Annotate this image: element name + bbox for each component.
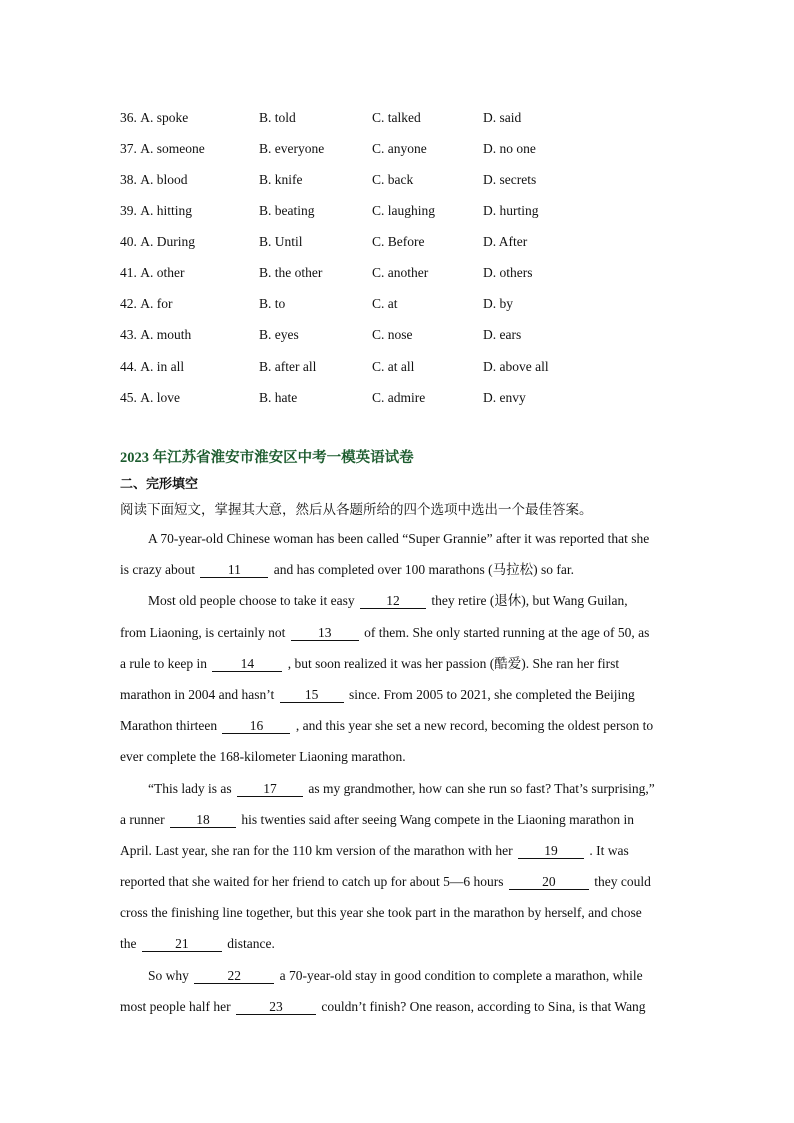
answer-blank[interactable]: 21 <box>142 937 222 952</box>
option-d: D. by <box>483 296 513 312</box>
option-c: C. admire <box>372 389 426 405</box>
passage-line: most people half her 23 couldn’t finish? One reason, according to Sina, is that Wang <box>120 998 646 1014</box>
answer-blank[interactable]: 16 <box>222 719 290 734</box>
option-c: C. back <box>372 171 414 187</box>
option-a: 38. A. blood <box>120 171 188 187</box>
option-b: B. knife <box>259 171 303 187</box>
option-c: C. another <box>372 265 429 281</box>
option-c: C. at <box>372 296 398 312</box>
option-d: D. no one <box>483 140 536 156</box>
option-d: D. others <box>483 265 533 281</box>
answer-blank[interactable]: 14 <box>212 657 282 672</box>
option-a: 43. A. mouth <box>120 327 192 343</box>
instruction-text: 阅读下面短文，掌握其大意，然后从各题所给的四个选项中选出一个最佳答案。 <box>120 502 593 517</box>
passage-line: from Liaoning, is certainly not 13 of them. She only started running at the age of 50, as <box>120 624 650 640</box>
option-a: 41. A. other <box>120 265 185 281</box>
answer-blank[interactable]: 15 <box>280 688 344 703</box>
option-b: B. beating <box>259 203 315 219</box>
option-row-44 <box>120 351 680 382</box>
passage-line: the 21 distance. <box>120 936 275 952</box>
option-b: B. everyone <box>259 140 325 156</box>
option-d: D. hurting <box>483 203 539 219</box>
answer-blank[interactable]: 20 <box>509 875 589 890</box>
passage-line: So why 22 a 70-year-old stay in good condition to complete a marathon, while <box>148 967 643 983</box>
option-row-43 <box>120 320 680 351</box>
option-d: D. envy <box>483 389 526 405</box>
answer-blank[interactable]: 19 <box>518 844 584 859</box>
option-b: B. after all <box>259 358 317 374</box>
passage-line: a runner 18 his twenties said after seeing Wang compete in the Liaoning marathon in <box>120 811 635 827</box>
section-title: 二、完形填空 <box>120 476 199 491</box>
option-a: 39. A. hitting <box>120 203 193 219</box>
option-a: 44. A. in all <box>120 358 185 374</box>
option-c: C. at all <box>372 358 415 374</box>
option-row-38 <box>120 164 680 195</box>
passage-line: ever complete the 168-kilometer Liaoning marathon. <box>120 749 406 765</box>
answer-blank[interactable]: 22 <box>194 969 274 984</box>
answer-blank[interactable]: 23 <box>236 1000 316 1015</box>
option-d: D. After <box>483 234 528 250</box>
option-row-40 <box>120 226 680 257</box>
passage-line: A 70-year-old Chinese woman has been called “Super Grannie” after it was reported that she <box>148 531 650 546</box>
option-b: B. to <box>259 296 286 312</box>
option-d: D. ears <box>483 327 522 343</box>
answer-blank[interactable]: 11 <box>200 563 268 578</box>
cloze-passage <box>120 523 675 1022</box>
option-row-36 <box>120 102 680 133</box>
option-b: B. Until <box>259 234 303 250</box>
option-a: 36. A. spoke <box>120 109 189 125</box>
exam-title: 2023 年江苏省淮安市淮安区中考一模英语试卷 <box>120 450 414 466</box>
option-c: C. Before <box>372 234 425 250</box>
option-d: D. above all <box>483 358 549 374</box>
option-row-39 <box>120 195 680 226</box>
passage-line: reported that she waited for her friend to catch up for about 5—6 hours 20 they could <box>120 874 651 890</box>
option-row-42 <box>120 289 680 320</box>
option-d: D. secrets <box>483 171 537 187</box>
answer-blank[interactable]: 17 <box>237 782 303 797</box>
passage-line: “This lady is as 17 as my grandmother, how can she run so fast? That’s surprising,” <box>148 780 655 796</box>
passage-line: Most old people choose to take it easy 12 they retire (退休), but Wang Guilan, <box>148 593 628 609</box>
passage-line: cross the finishing line together, but this year she took part in the marathon by herself, and chose <box>120 905 642 921</box>
option-b: B. told <box>259 109 296 125</box>
option-b: B. the other <box>259 265 323 281</box>
option-c: C. laughing <box>372 203 435 219</box>
answer-blank[interactable]: 13 <box>291 626 359 641</box>
answer-blank[interactable]: 18 <box>170 813 236 828</box>
answer-blank[interactable]: 12 <box>360 594 426 609</box>
option-row-45 <box>120 382 680 413</box>
passage-line: Marathon thirteen 16 , and this year she set a new record, becoming the oldest person to <box>120 718 654 734</box>
option-row-37 <box>120 133 680 164</box>
passage-line: a rule to keep in 14 , but soon realized it was her passion (酷爱). She ran her first <box>120 655 620 671</box>
passage-line: marathon in 2004 and hasn’t 15 since. From 2005 to 2021, she completed the Beijing <box>120 686 635 702</box>
option-a: 45. A. love <box>120 389 180 405</box>
option-c: C. anyone <box>372 140 427 156</box>
passage-line: is crazy about 11 and has completed over 100 marathons (马拉松) so far. <box>120 562 575 578</box>
option-a: 42. A. for <box>120 296 173 312</box>
option-b: B. eyes <box>259 327 299 343</box>
passage-line: April. Last year, she ran for the 110 km version of the marathon with her 19 . It was <box>120 842 629 858</box>
option-c: C. talked <box>372 109 421 125</box>
option-row-41 <box>120 257 680 288</box>
answer-options-list <box>120 102 680 413</box>
option-c: C. nose <box>372 327 413 343</box>
option-d: D. said <box>483 109 522 125</box>
option-a: 40. A. During <box>120 234 195 250</box>
option-a: 37. A. someone <box>120 140 205 156</box>
option-b: B. hate <box>259 389 298 405</box>
